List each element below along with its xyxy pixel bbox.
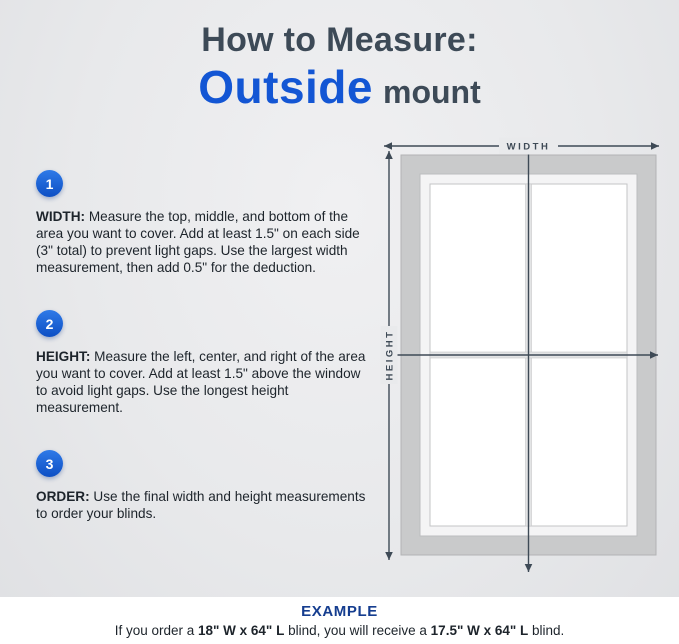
title-line2 [0,62,679,113]
step-width [36,170,372,276]
example-mid: blind, you will receive a [284,623,431,638]
step-text: Measure the left, center, and right of the area you want to cover. Add at least 1.5" above the window to avoid light gaps. Use the longest height measurement. [36,349,366,415]
step-height [36,310,372,416]
step-badge [36,450,63,477]
title-rest: mount [383,74,481,111]
page-title [0,22,679,113]
title-line1: How to Measure: [201,21,478,59]
example-bar [0,597,679,644]
step-paragraph [36,208,372,276]
window-measurement-diagram [374,130,670,590]
example-ordered-size: 18" W x 64" L [198,623,285,638]
step-heading: HEIGHT: [36,349,91,364]
example-received-size: 17.5" W x 64" L [430,623,529,638]
step-badge [36,310,63,337]
step-heading: WIDTH: [36,209,86,224]
width-label: WIDTH [506,141,551,153]
step-badge [36,170,63,197]
step-order [36,450,372,522]
title-highlight: Outside [198,61,373,114]
step-text: Measure the top, middle, and bottom of the area you want to cover. Add at least 1.5" on each side (3" total) to prevent light gaps. Use the largest width measurement, then add 0.5" for the deduction. [36,209,360,275]
step-paragraph [36,348,372,416]
step-heading: ORDER: [36,489,90,504]
example-prefix: If you order a [114,623,198,638]
step-number: 3 [45,455,54,472]
step-text: Use the final width and height measurements to order your blinds. [36,489,366,521]
example-title: EXAMPLE [301,603,378,620]
height-label: HEIGHT [384,329,396,381]
example-suffix: blind. [528,623,565,638]
step-number: 1 [45,175,54,192]
example-text [0,623,679,638]
step-paragraph [36,488,372,522]
step-number: 2 [45,315,54,332]
